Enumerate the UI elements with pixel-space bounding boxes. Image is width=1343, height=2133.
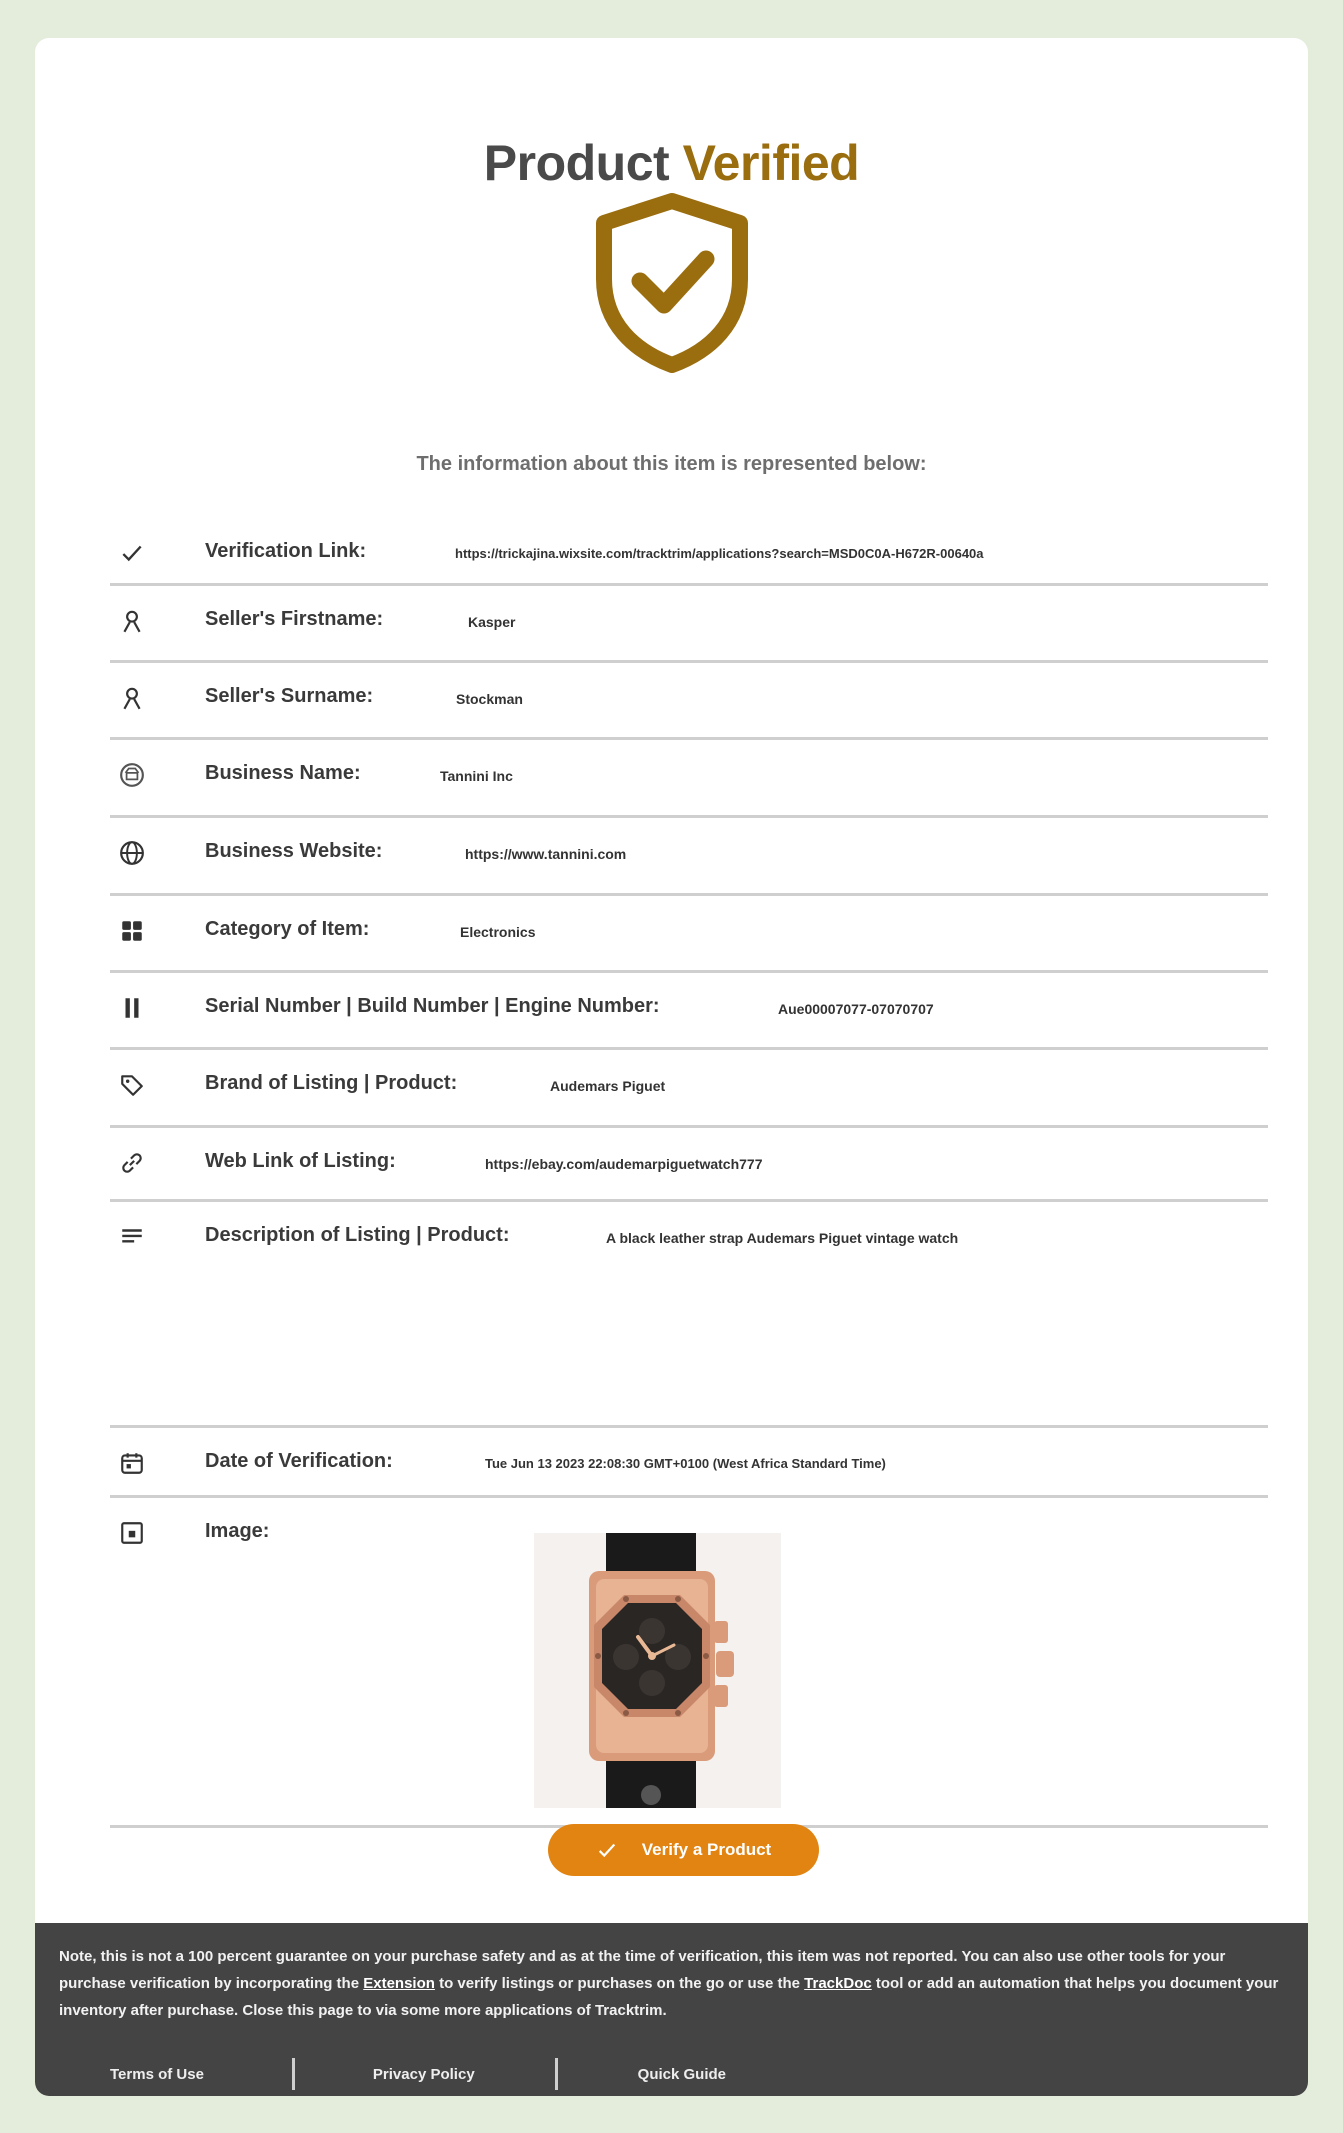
grid-icon xyxy=(118,917,146,945)
image-icon xyxy=(118,1519,146,1547)
row-seller-surname xyxy=(110,663,1268,740)
business-name-value: Tannini Inc xyxy=(440,768,513,784)
row-date xyxy=(110,1428,1268,1498)
seller-firstname-label: Seller's Firstname: xyxy=(205,608,384,630)
seller-surname-label: Seller's Surname: xyxy=(205,685,374,707)
person-icon xyxy=(118,607,146,635)
verify-product-button[interactable] xyxy=(548,1824,819,1876)
disclaimer-note xyxy=(59,1943,1284,2024)
trackdoc-link[interactable]: TrackDoc xyxy=(804,1975,872,1992)
verification-card xyxy=(35,38,1308,2096)
description-label: Description of Listing | Product: xyxy=(205,1224,510,1246)
tag-icon xyxy=(118,1071,146,1099)
category-label: Category of Item: xyxy=(205,918,370,940)
calendar-icon xyxy=(118,1449,146,1477)
row-seller-firstname xyxy=(110,586,1268,663)
footer xyxy=(35,1923,1308,2096)
barcode-icon xyxy=(118,994,146,1022)
verify-product-label: Verify a Product xyxy=(641,1840,772,1859)
date-value: Tue Jun 13 2023 22:08:30 GMT+0100 (West Africa Standard Time) xyxy=(485,1456,886,1471)
web-link-label: Web Link of Listing: xyxy=(205,1150,396,1172)
quick-guide-link[interactable]: Quick Guide xyxy=(637,2065,727,2083)
seller-firstname-value: Kasper xyxy=(468,614,516,630)
row-verification-link xyxy=(110,518,1268,586)
link-icon xyxy=(118,1149,146,1177)
product-image xyxy=(534,1533,781,1808)
title-accent: Verified xyxy=(682,135,860,191)
row-serial-number xyxy=(110,973,1268,1050)
extension-link[interactable]: Extension xyxy=(363,1975,435,1992)
row-description xyxy=(110,1202,1268,1428)
row-web-link xyxy=(110,1128,1268,1202)
verification-link-label: Verification Link: xyxy=(205,540,367,562)
row-business-name xyxy=(110,740,1268,818)
brand-value: Audemars Piguet xyxy=(550,1078,666,1094)
business-name-label: Business Name: xyxy=(205,762,361,784)
store-icon xyxy=(118,761,146,789)
title-prefix: Product xyxy=(483,135,670,191)
brand-label: Brand of Listing | Product: xyxy=(205,1072,458,1094)
watch-illustration xyxy=(534,1533,781,1808)
footer-links xyxy=(35,2058,1308,2090)
person-icon xyxy=(118,684,146,712)
check-icon xyxy=(118,539,146,567)
business-website-label: Business Website: xyxy=(205,840,383,862)
note-text-3: tool or add an automation that helps you document your inventory after purchase. Close this page to via some more applications of Tracktrim. xyxy=(59,1975,1279,2019)
row-brand xyxy=(110,1050,1268,1128)
footer-divider xyxy=(292,2058,295,2090)
web-link-value[interactable]: https://ebay.com/audemarpiguetwatch777 xyxy=(485,1156,763,1172)
note-text-1: Note, this is not a 100 percent guarantee on your purchase safety and as at the time of verification, this item was not reported. You can also use other tools for your purchase verification by incorporating the xyxy=(59,1948,1226,1992)
row-business-website xyxy=(110,818,1268,896)
serial-number-value: Aue00007077-07070707 xyxy=(778,1001,934,1017)
text-lines-icon xyxy=(118,1223,146,1251)
serial-number-label: Serial Number | Build Number | Engine Number: xyxy=(205,995,660,1017)
globe-icon xyxy=(118,839,146,867)
privacy-policy-link[interactable]: Privacy Policy xyxy=(372,2065,475,2083)
shield-check-icon xyxy=(592,193,752,373)
verification-link-value[interactable]: https://trickajina.wixsite.com/tracktrim/applications?search=MSD0C0A-H672R-00640a xyxy=(455,546,984,561)
date-label: Date of Verification: xyxy=(205,1450,393,1472)
business-website-value[interactable]: https://www.tannini.com xyxy=(465,846,627,862)
seller-surname-value: Stockman xyxy=(456,691,523,707)
image-label: Image: xyxy=(205,1520,270,1542)
footer-divider xyxy=(555,2058,558,2090)
info-subtitle: The information about this item is represented below: xyxy=(416,453,927,475)
terms-of-use-link[interactable]: Terms of Use xyxy=(110,2065,204,2083)
check-icon xyxy=(596,1839,618,1861)
row-category xyxy=(110,896,1268,973)
note-text-2: to verify listings or purchases on the go or use the xyxy=(434,1975,805,1992)
description-value: A black leather strap Audemars Piguet vintage watch xyxy=(606,1230,959,1246)
category-value: Electronics xyxy=(460,924,536,940)
page-title xyxy=(35,134,1308,192)
